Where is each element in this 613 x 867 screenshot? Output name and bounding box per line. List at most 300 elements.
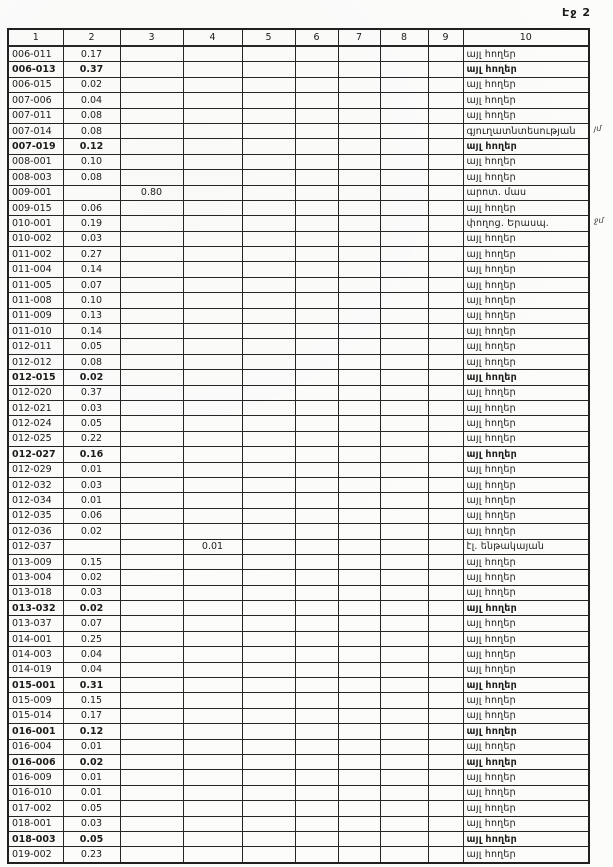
empty-cell [242, 431, 295, 446]
empty-cell [295, 447, 338, 462]
area-value-cell [120, 770, 183, 785]
empty-cell [295, 93, 338, 108]
area-value-cell: 0.03 [63, 816, 120, 831]
empty-cell [295, 416, 338, 431]
area-value-cell [120, 93, 183, 108]
empty-cell [295, 554, 338, 569]
empty-cell [428, 554, 463, 569]
area-value-cell [183, 816, 242, 831]
empty-cell [380, 447, 428, 462]
empty-cell [428, 785, 463, 800]
parcel-code-cell: 012-012 [8, 354, 63, 369]
empty-cell [242, 693, 295, 708]
area-value-cell: 0.16 [63, 447, 120, 462]
empty-cell [338, 508, 380, 523]
empty-cell [242, 724, 295, 739]
area-value-cell: 0.14 [63, 262, 120, 277]
area-value-cell: 0.05 [63, 831, 120, 846]
empty-cell [295, 77, 338, 92]
empty-cell [380, 785, 428, 800]
empty-cell [295, 739, 338, 754]
area-value-cell: 0.05 [63, 801, 120, 816]
area-value-cell [183, 370, 242, 385]
empty-cell [380, 46, 428, 62]
land-type-cell: այլ հողեր [463, 601, 589, 616]
area-value-cell [183, 678, 242, 693]
table-row [8, 708, 589, 723]
area-value-cell [120, 370, 183, 385]
empty-cell [380, 400, 428, 415]
land-type-cell: այլ հողեր [463, 847, 589, 863]
land-type-cell: այլ հողեր [463, 277, 589, 292]
area-value-cell [183, 647, 242, 662]
empty-cell [380, 247, 428, 262]
empty-cell [295, 601, 338, 616]
table-row [8, 447, 589, 462]
empty-cell [295, 170, 338, 185]
area-value-cell [120, 847, 183, 863]
empty-cell [380, 816, 428, 831]
area-value-cell: 0.02 [63, 77, 120, 92]
empty-cell [338, 93, 380, 108]
table-row [8, 508, 589, 523]
area-value-cell [120, 385, 183, 400]
empty-cell [428, 154, 463, 169]
table-row [8, 631, 589, 646]
area-value-cell [120, 262, 183, 277]
area-value-cell [183, 385, 242, 400]
empty-cell [428, 693, 463, 708]
empty-cell [380, 416, 428, 431]
empty-cell [380, 554, 428, 569]
empty-cell [338, 570, 380, 585]
empty-cell [242, 493, 295, 508]
parcel-code-cell: 014-001 [8, 631, 63, 646]
area-value-cell: 0.37 [63, 385, 120, 400]
empty-cell [295, 262, 338, 277]
empty-cell [242, 77, 295, 92]
table-row [8, 231, 589, 246]
empty-cell [380, 477, 428, 492]
empty-cell [242, 831, 295, 846]
table-row [8, 93, 589, 108]
area-value-cell [120, 231, 183, 246]
table-row [8, 847, 589, 863]
land-type-cell: այլ հողեր [463, 154, 589, 169]
empty-cell [338, 277, 380, 292]
area-value-cell [120, 739, 183, 754]
empty-cell [242, 847, 295, 863]
empty-cell [380, 216, 428, 231]
land-type-cell: այլ հողեր [463, 370, 589, 385]
header-row [8, 29, 589, 46]
land-type-cell: այլ հողեր [463, 585, 589, 600]
land-type-cell: այլ հողեր [463, 816, 589, 831]
area-value-cell [120, 647, 183, 662]
empty-cell [428, 77, 463, 92]
empty-cell [380, 616, 428, 631]
empty-cell [428, 754, 463, 769]
parcel-code-cell: 019-002 [8, 847, 63, 863]
parcel-code-cell: 012-034 [8, 493, 63, 508]
land-type-cell: գյուղատնտեսության [463, 123, 589, 138]
parcel-code-cell: 011-005 [8, 277, 63, 292]
area-value-cell [183, 416, 242, 431]
empty-cell [338, 62, 380, 77]
table-row [8, 816, 589, 831]
empty-cell [428, 400, 463, 415]
land-type-cell: այլ հողեր [463, 293, 589, 308]
empty-cell [295, 339, 338, 354]
column-header: 1 [8, 29, 63, 46]
table-row [8, 170, 589, 185]
column-header: 4 [183, 29, 242, 46]
area-value-cell [120, 585, 183, 600]
empty-cell [428, 508, 463, 523]
area-value-cell: 0.08 [63, 170, 120, 185]
empty-cell [338, 77, 380, 92]
area-value-cell [120, 477, 183, 492]
area-value-cell [183, 431, 242, 446]
empty-cell [338, 247, 380, 262]
empty-cell [338, 354, 380, 369]
table-header [8, 29, 589, 46]
empty-cell [295, 678, 338, 693]
area-value-cell [120, 493, 183, 508]
empty-cell [295, 785, 338, 800]
land-type-cell: այլ հողեր [463, 308, 589, 323]
empty-cell [338, 416, 380, 431]
parcel-code-cell: 015-014 [8, 708, 63, 723]
parcel-code-cell: 009-015 [8, 200, 63, 215]
land-type-cell: այլ հողեր [463, 477, 589, 492]
empty-cell [338, 816, 380, 831]
area-value-cell: 0.02 [63, 570, 120, 585]
area-value-cell: 0.01 [63, 770, 120, 785]
empty-cell [338, 385, 380, 400]
empty-cell [295, 385, 338, 400]
empty-cell [242, 647, 295, 662]
parcel-code-cell: 013-018 [8, 585, 63, 600]
area-value-cell [183, 831, 242, 846]
empty-cell [295, 200, 338, 215]
area-value-cell: 0.02 [63, 524, 120, 539]
area-value-cell: 0.04 [63, 647, 120, 662]
empty-cell [295, 631, 338, 646]
area-value-cell [183, 554, 242, 569]
table-row [8, 662, 589, 677]
area-value-cell: 0.10 [63, 293, 120, 308]
empty-cell [295, 847, 338, 863]
empty-cell [428, 847, 463, 863]
empty-cell [428, 324, 463, 339]
area-value-cell [183, 62, 242, 77]
empty-cell [295, 693, 338, 708]
area-value-cell [120, 77, 183, 92]
area-value-cell [183, 662, 242, 677]
table-row [8, 524, 589, 539]
area-value-cell [183, 785, 242, 800]
area-value-cell: 0.01 [63, 462, 120, 477]
empty-cell [428, 354, 463, 369]
parcel-code-cell: 007-019 [8, 139, 63, 154]
land-type-cell: այլ հողեր [463, 693, 589, 708]
area-value-cell [120, 200, 183, 215]
empty-cell [428, 277, 463, 292]
area-value-cell [120, 601, 183, 616]
empty-cell [338, 339, 380, 354]
empty-cell [380, 493, 428, 508]
empty-cell [338, 293, 380, 308]
land-type-cell: այլ հողեր [463, 324, 589, 339]
empty-cell [380, 277, 428, 292]
land-type-cell: այլ հողեր [463, 678, 589, 693]
parcel-code-cell: 010-001 [8, 216, 63, 231]
parcel-code-cell: 006-013 [8, 62, 63, 77]
area-value-cell: 0.08 [63, 354, 120, 369]
table-row [8, 554, 589, 569]
empty-cell [428, 739, 463, 754]
empty-cell [338, 601, 380, 616]
empty-cell [428, 139, 463, 154]
area-value-cell: 0.02 [63, 754, 120, 769]
empty-cell [428, 308, 463, 323]
table-row [8, 616, 589, 631]
empty-cell [295, 708, 338, 723]
empty-cell [338, 631, 380, 646]
parcel-code-cell: 012-021 [8, 400, 63, 415]
empty-cell [242, 754, 295, 769]
parcel-code-cell: 012-035 [8, 508, 63, 523]
area-value-cell: 0.04 [63, 93, 120, 108]
empty-cell [242, 216, 295, 231]
parcel-code-cell: 006-011 [8, 46, 63, 62]
area-value-cell [120, 631, 183, 646]
area-value-cell: 0.02 [63, 601, 120, 616]
area-value-cell [183, 754, 242, 769]
area-value-cell [183, 724, 242, 739]
area-value-cell [120, 462, 183, 477]
column-header: 3 [120, 29, 183, 46]
parcel-code-cell: 009-001 [8, 185, 63, 200]
land-type-cell: այլ հողեր [463, 801, 589, 816]
area-value-cell [120, 139, 183, 154]
empty-cell [242, 816, 295, 831]
empty-cell [242, 662, 295, 677]
empty-cell [242, 93, 295, 108]
area-value-cell [183, 400, 242, 415]
parcel-code-cell: 013-032 [8, 601, 63, 616]
land-type-cell: այլ հողեր [463, 170, 589, 185]
empty-cell [338, 400, 380, 415]
empty-cell [428, 524, 463, 539]
land-type-cell: այլ հողեր [463, 770, 589, 785]
empty-cell [380, 570, 428, 585]
empty-cell [242, 170, 295, 185]
area-value-cell: 0.80 [120, 185, 183, 200]
area-value-cell [183, 570, 242, 585]
area-value-cell [120, 123, 183, 138]
parcel-code-cell: 007-011 [8, 108, 63, 123]
empty-cell [295, 770, 338, 785]
empty-cell [295, 647, 338, 662]
area-value-cell [183, 739, 242, 754]
area-value-cell: 0.01 [63, 739, 120, 754]
empty-cell [380, 524, 428, 539]
area-value-cell [183, 154, 242, 169]
empty-cell [295, 724, 338, 739]
area-value-cell: 0.02 [63, 370, 120, 385]
table-row [8, 293, 589, 308]
table-row [8, 339, 589, 354]
parcel-code-cell: 016-010 [8, 785, 63, 800]
empty-cell [428, 708, 463, 723]
empty-cell [380, 108, 428, 123]
area-value-cell [183, 585, 242, 600]
area-value-cell [120, 524, 183, 539]
empty-cell [338, 185, 380, 200]
empty-cell [295, 108, 338, 123]
land-type-cell: այլ հողեր [463, 339, 589, 354]
table-row [8, 385, 589, 400]
table-row [8, 262, 589, 277]
empty-cell [242, 447, 295, 462]
column-header: 9 [428, 29, 463, 46]
empty-cell [428, 493, 463, 508]
empty-cell [338, 170, 380, 185]
empty-cell [380, 462, 428, 477]
empty-cell [242, 416, 295, 431]
table-row [8, 416, 589, 431]
empty-cell [242, 801, 295, 816]
area-value-cell [183, 123, 242, 138]
empty-cell [380, 847, 428, 863]
parcel-code-cell: 013-037 [8, 616, 63, 631]
empty-cell [380, 801, 428, 816]
empty-cell [380, 123, 428, 138]
table-row [8, 724, 589, 739]
empty-cell [338, 477, 380, 492]
area-value-cell [120, 785, 183, 800]
land-type-cell: փողոց. Երասպ. [463, 216, 589, 231]
empty-cell [338, 785, 380, 800]
empty-cell [428, 462, 463, 477]
column-header: 7 [338, 29, 380, 46]
empty-cell [338, 370, 380, 385]
parcel-code-cell: 011-002 [8, 247, 63, 262]
parcel-code-cell: 007-014 [8, 123, 63, 138]
area-value-cell: 0.06 [63, 200, 120, 215]
empty-cell [295, 754, 338, 769]
table-row [8, 108, 589, 123]
empty-cell [380, 678, 428, 693]
area-value-cell [120, 431, 183, 446]
empty-cell [380, 601, 428, 616]
area-value-cell: 0.17 [63, 708, 120, 723]
parcel-code-cell: 011-004 [8, 262, 63, 277]
parcel-code-cell: 012-036 [8, 524, 63, 539]
empty-cell [380, 724, 428, 739]
table-row [8, 185, 589, 200]
table-row [8, 570, 589, 585]
empty-cell [380, 354, 428, 369]
empty-cell [295, 662, 338, 677]
parcel-code-cell: 011-008 [8, 293, 63, 308]
area-value-cell: 0.03 [63, 231, 120, 246]
empty-cell [428, 601, 463, 616]
empty-cell [242, 154, 295, 169]
empty-cell [295, 46, 338, 62]
empty-cell [295, 324, 338, 339]
land-type-cell: այլ հողեր [463, 570, 589, 585]
empty-cell [242, 601, 295, 616]
area-value-cell [63, 185, 120, 200]
area-value-cell [183, 708, 242, 723]
empty-cell [428, 185, 463, 200]
area-value-cell [183, 354, 242, 369]
empty-cell [428, 231, 463, 246]
empty-cell [295, 123, 338, 138]
empty-cell [428, 46, 463, 62]
area-value-cell [183, 77, 242, 92]
empty-cell [295, 293, 338, 308]
area-value-cell [120, 708, 183, 723]
empty-cell [338, 308, 380, 323]
land-register-table [7, 28, 590, 864]
empty-cell [380, 431, 428, 446]
empty-cell [295, 370, 338, 385]
table-row [8, 370, 589, 385]
parcel-code-cell: 013-004 [8, 570, 63, 585]
column-header: 10 [463, 29, 589, 46]
empty-cell [242, 477, 295, 492]
area-value-cell: 0.06 [63, 508, 120, 523]
empty-cell [338, 493, 380, 508]
empty-cell [242, 262, 295, 277]
empty-cell [338, 462, 380, 477]
empty-cell [338, 647, 380, 662]
table-row [8, 354, 589, 369]
empty-cell [428, 123, 463, 138]
land-type-cell: այլ հողեր [463, 662, 589, 677]
land-type-cell: այլ հողեր [463, 631, 589, 646]
empty-cell [380, 370, 428, 385]
empty-cell [380, 385, 428, 400]
empty-cell [428, 200, 463, 215]
empty-cell [338, 585, 380, 600]
empty-cell [380, 293, 428, 308]
empty-cell [428, 62, 463, 77]
area-value-cell [120, 554, 183, 569]
empty-cell [338, 724, 380, 739]
empty-cell [295, 493, 338, 508]
empty-cell [380, 647, 428, 662]
area-value-cell [183, 216, 242, 231]
table-row [8, 308, 589, 323]
area-value-cell [183, 493, 242, 508]
empty-cell [242, 324, 295, 339]
land-type-cell: այլ հողեր [463, 108, 589, 123]
area-value-cell: 0.04 [63, 662, 120, 677]
area-value-cell [120, 816, 183, 831]
table-row [8, 770, 589, 785]
area-value-cell [183, 324, 242, 339]
area-value-cell [120, 693, 183, 708]
parcel-code-cell: 012-015 [8, 370, 63, 385]
area-value-cell [120, 754, 183, 769]
empty-cell [380, 200, 428, 215]
empty-cell [338, 200, 380, 215]
